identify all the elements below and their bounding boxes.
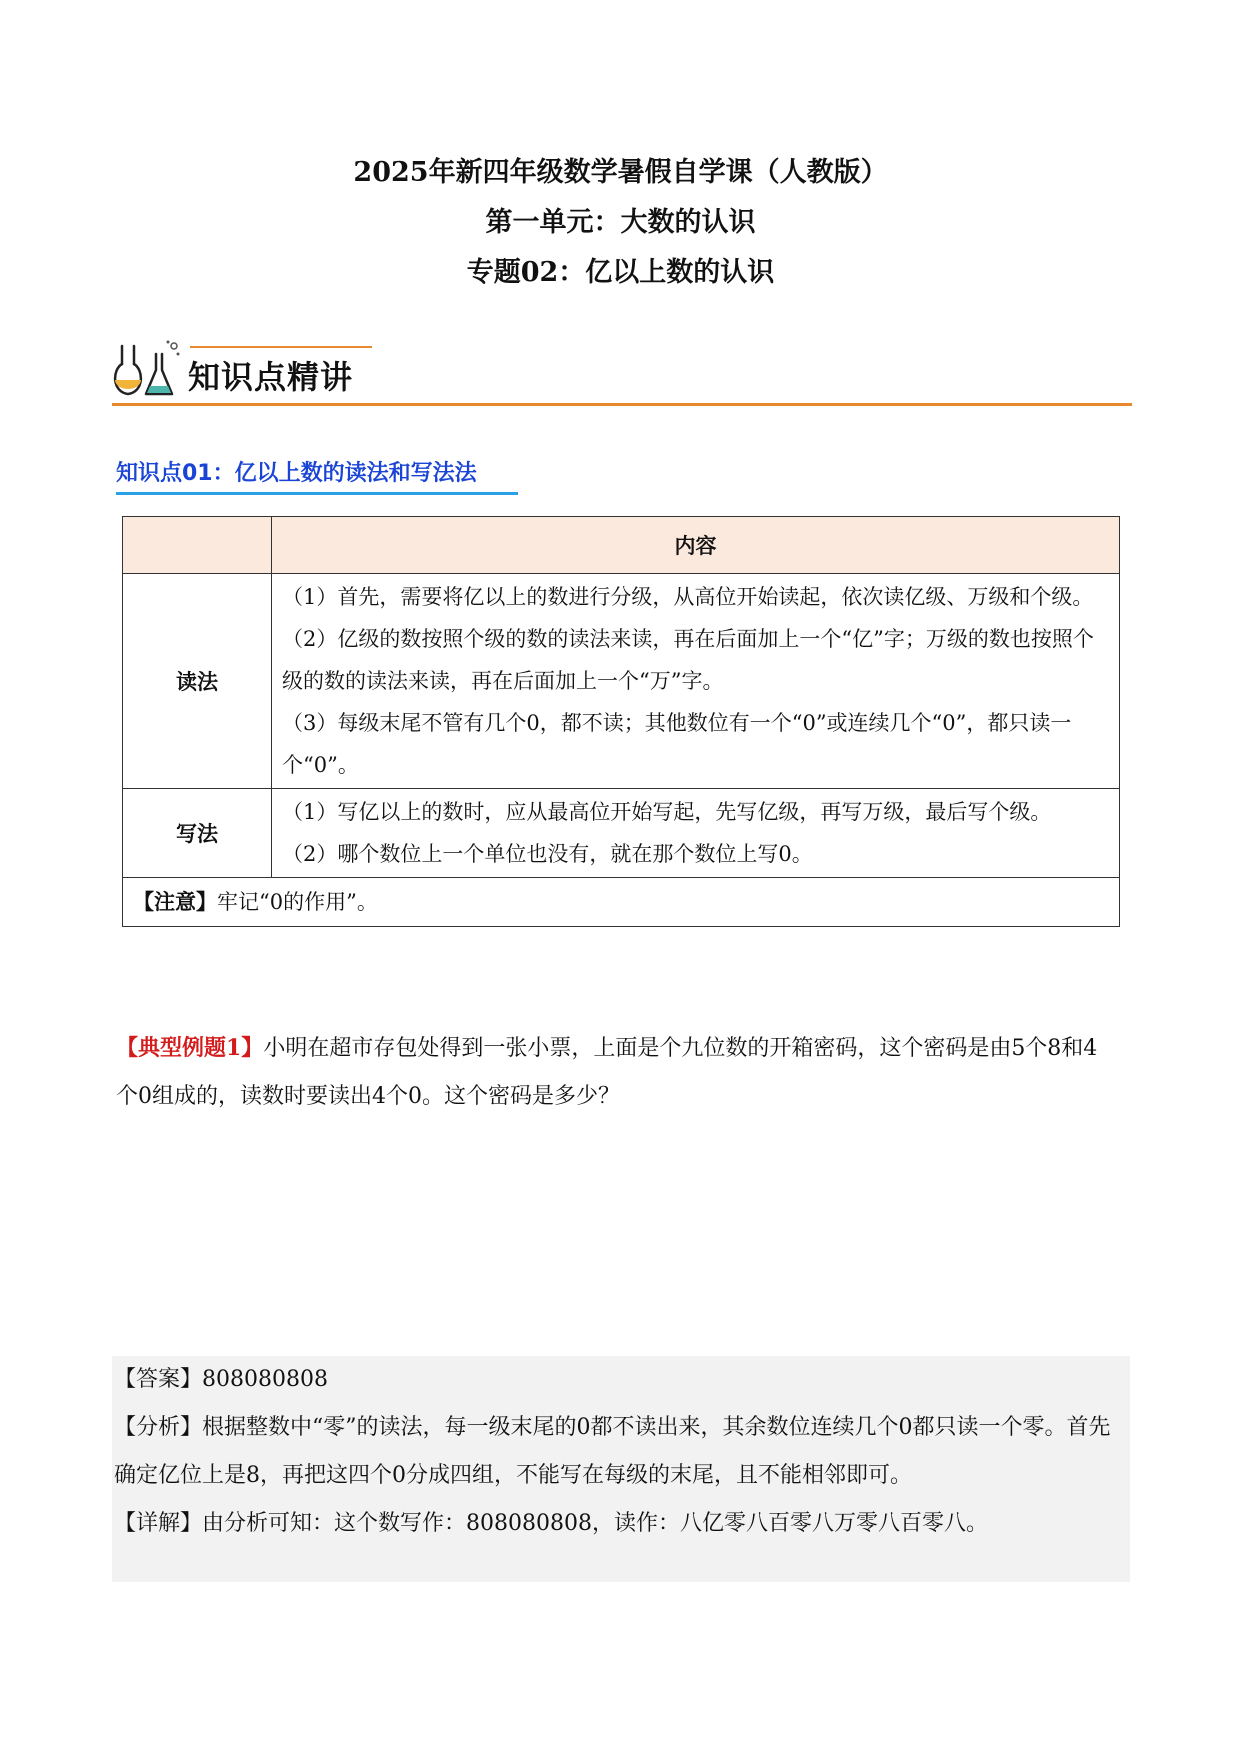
note-cell [123, 878, 1120, 927]
row-label-reading: 读法 [123, 574, 272, 789]
table-header-row [123, 517, 1120, 574]
detail-line [112, 1500, 1130, 1548]
example-label: 【典型例题1】 [116, 1035, 264, 1061]
reading-item-3: （3）每级末尾不管有几个0，都不读；其他数位有一个“0”或连续几个“0”，都只读一个“0”。 [282, 711, 1072, 777]
table-row-writing [123, 789, 1120, 878]
example-text: 小明在超市存包处得到一张小票，上面是个九位数的开箱密码，这个密码是由5个8和4个0组成的，读数时要读出4个0。这个密码是多少？ [116, 1036, 1098, 1109]
writing-item-2: （2）哪个数位上一个单位也没有，就在那个数位上写0。 [282, 842, 813, 866]
reading-item-1: （1）首先，需要将亿以上的数进行分级，从高位开始读起，依次读亿级、万级和个级。 [282, 585, 1094, 609]
banner-top-accent [190, 346, 372, 348]
reading-item-2: （2）亿级的数按照个级的数的读法来读，再在后面加上一个“亿”字；万级的数也按照个级的数的读法来读，再在后面加上一个“万”字。 [282, 627, 1094, 693]
answer-line [112, 1356, 1130, 1404]
example-question [116, 1024, 1116, 1121]
knowledge-point-underline [116, 492, 518, 495]
note-label: 【注意】 [133, 890, 217, 914]
banner-underline [112, 403, 1132, 406]
table-row-reading [123, 574, 1120, 789]
table-header-content: 内容 [272, 517, 1120, 574]
detail-label: 【详解】 [114, 1511, 203, 1536]
table-header-empty [123, 517, 272, 574]
answer-value: 808080808 [202, 1367, 328, 1392]
section-banner [112, 334, 1132, 406]
analysis-label: 【分析】 [114, 1415, 203, 1440]
row-content-writing [272, 789, 1120, 878]
topic-title: 专题02：亿以上数的认识 [466, 257, 775, 288]
analysis-line [112, 1404, 1130, 1500]
table-row-note [123, 878, 1120, 927]
row-label-writing: 写法 [123, 789, 272, 878]
lab-flasks-icon [112, 340, 182, 402]
solution-box [112, 1356, 1130, 1582]
writing-item-1: （1）写亿以上的数时，应从最高位开始写起，先写亿级，再写万级，最后写个级。 [282, 800, 1052, 824]
row-content-reading [272, 574, 1120, 789]
note-text: 牢记“0的作用”。 [217, 890, 378, 914]
knowledge-point-heading: 知识点01：亿以上数的读法和写法法 [116, 461, 477, 486]
answer-label: 【答案】 [114, 1367, 203, 1392]
banner-title: 知识点精讲 [188, 358, 354, 396]
knowledge-table [122, 516, 1120, 927]
detail-text: 由分析可知：这个数写作：808080808，读作：八亿零八百零八万零八百零八。 [202, 1511, 988, 1536]
document-title: 2025年新四年级数学暑假自学课（人教版） [353, 157, 888, 188]
analysis-text: 根据整数中“零”的读法，每一级末尾的0都不读出来，其余数位连续几个0都只读一个零。首先确定亿位上是8，再把这四个0分成四组，不能写在每级的末尾，且不能相邻即可。 [114, 1415, 1111, 1488]
unit-title: 第一单元：大数的认识 [485, 207, 756, 238]
